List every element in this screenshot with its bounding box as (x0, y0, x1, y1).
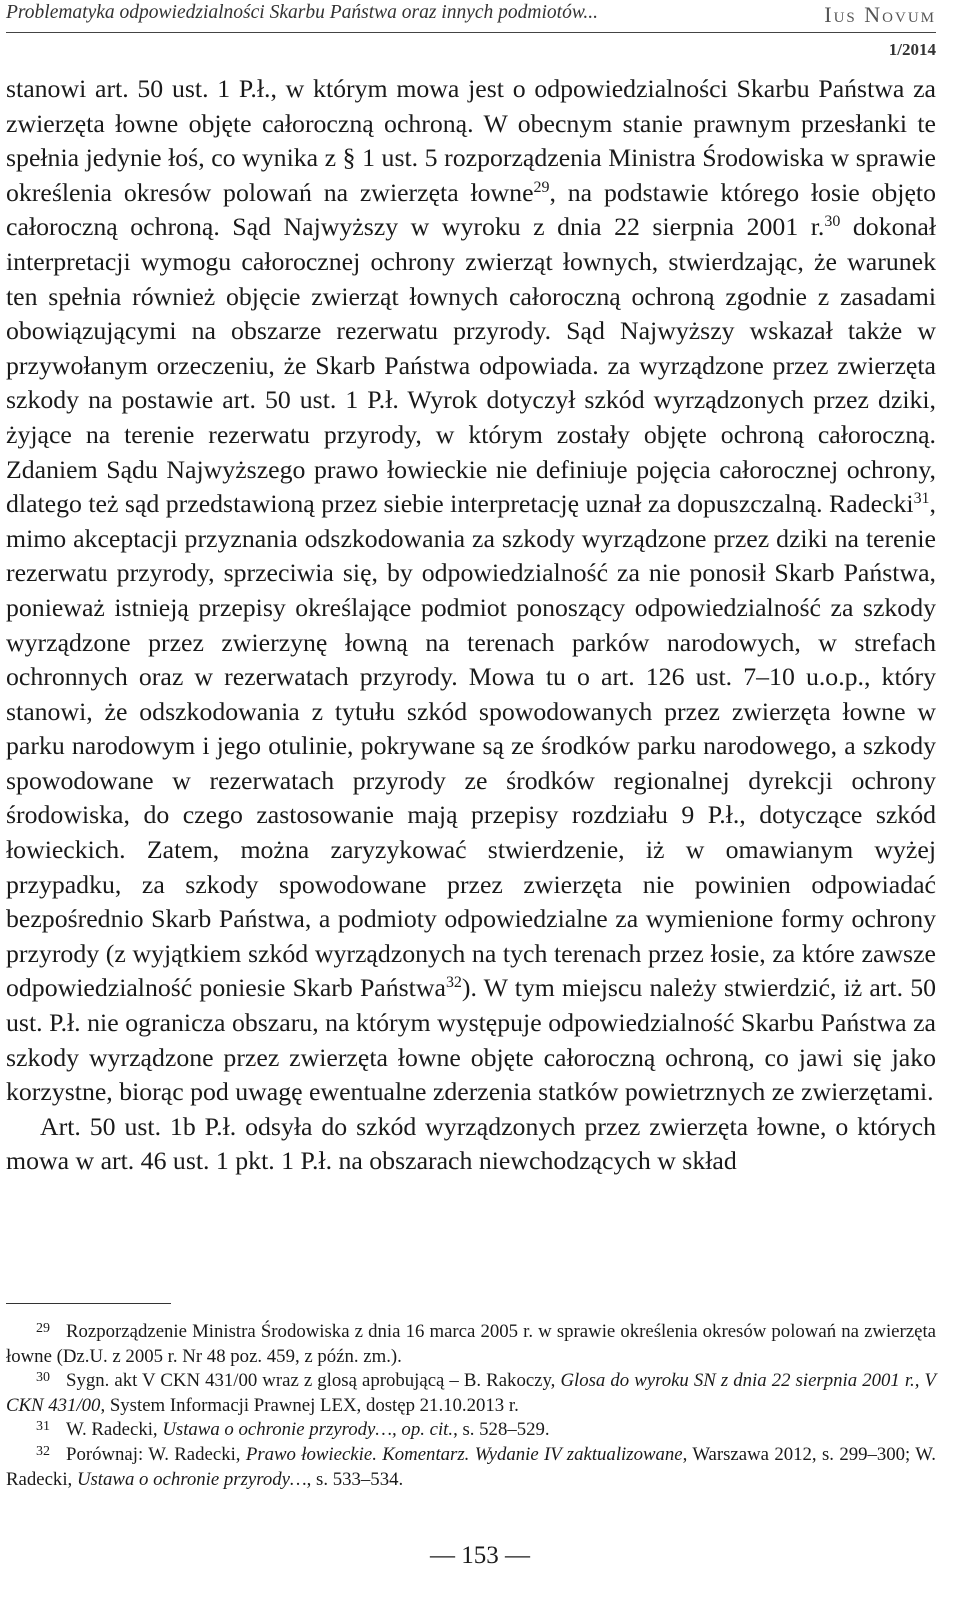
footnote: 31 W. Radecki, Ustawa o ochronie przyrody…, op. cit., s. 528–529. (36, 1419, 550, 1441)
footnote-text: Rozporządzenie Ministra Środowiska z dnia 16 marca 2005 r. w sprawie określenia okresów polowań na zwierzęta łowne (Dz.U. z 2005 r. Nr 48 poz. 459, z późn. zm.). (6, 1321, 936, 1367)
header-rule (6, 32, 936, 33)
paragraph (6, 1110, 936, 1179)
text-run: stanowi art. 50 ust. 1 P.ł., w którym mowa jest o odpowiedzialności Skarbu Państwa za zwierzęta łowne objęte całoroczną ochroną. W obecnym stanie prawnym przesłanki te spełnia jedynie łoś, co wynika z § 1 ust. 5 rozporządzenia Ministra Środowiska w sprawie określenia okresów polowań na zwierzęta łowne (6, 74, 936, 207)
page-number: — 153 — (430, 1542, 530, 1569)
footnote-ref[interactable]: 32 (445, 974, 462, 992)
issue-number: 1/2014 (888, 40, 936, 59)
footnote-ref[interactable]: 29 (533, 178, 550, 196)
text-run: , mimo akceptacji przyznania odszkodowania za szkody wyrządzone przez dziki na terenie rezerwatu przyrody, sprzeciwia się, by odpowiedzialność za nie ponosił Skarb Państwa, ponieważ istnieją przepisy określające podmiot ponoszący odpowiedzialność za szkody wyrządzone przez zwierzynę łowną na terenach parków narodowych, w strefach ochronnych oraz w rezerwatach przyrody. Mowa tu o art. 126 ust. 7–10 u.o.p., który stanowi, że odszkodowania z tytułu szkód spowodowanych przez zwierzęta łowne w parku narodowym i jego otulinie, pokrywane są ze środków parku narodowego, a szkody spowodowane w rezerwatach przyrody ze środków regionalnej dyrekcji ochrony środowiska, do czego zastosowanie mają przepisy rozdziału 9 P.ł., dotyczące szkód łowieckich. Zatem, można zaryzykować stwierdzenie, iż w omawianym wyżej przypadku, za szkody spowodowane przez zwierzęta nie powinien odpowiadać bezpośrednio Skarb Państwa, a podmioty odpowiedzialne za wymienione formy ochrony przyrody (z wyjątkiem szkód wyrządzonych na tych terenach przez łosie, za które zawsze odpowiedzialność poniesie Skarb Państwa (6, 489, 936, 1003)
footnote-text: Porównaj: W. Radecki, (66, 1443, 246, 1465)
text-run: , na podstawie którego łosie objęto całoroczną ochroną. Sąd Najwyższy w wyroku z dnia 22 sierpnia 2001 r. (6, 177, 936, 242)
paragraph (6, 72, 936, 1110)
running-header (6, 2, 936, 28)
footnote: 29 Rozporządzenie Ministra Środowiska z dnia 16 marca 2005 r. w sprawie określenia okresów polowań na zwierzęta łowne (Dz.U. z 2005 r. Nr 48 poz. 459, z późn. zm.). (6, 1321, 936, 1367)
footnote-ref[interactable]: 30 (824, 213, 841, 231)
main-text (6, 72, 936, 1179)
footnotes (6, 1320, 936, 1492)
footnote-text: , s. 528–529. (453, 1419, 550, 1441)
footnote-title: Ustawa o ochronie przyrody… (76, 1468, 307, 1490)
journal-name: Ius Novum (824, 2, 936, 27)
footnote-text: , System Informacji Prawnej LEX, dostęp 21.10.2013 r. (100, 1394, 519, 1416)
text-run: Art. 50 ust. 1b P.ł. odsyła do szkód wyrządzonych przez zwierzęta łowne, o których mowa w art. 46 ust. 1 pkt. 1 P.ł. na obszarach niewchodzących w skład (6, 1111, 936, 1176)
footnote-text: W. Radecki, (66, 1419, 163, 1441)
footnote-title: Glosa do wyroku SN z dnia 22 sierpnia 2001 r., V CKN 431/00 (6, 1370, 936, 1416)
footnote-rule (6, 1303, 171, 1304)
footnote-title: Prawo łowieckie. Komentarz. Wydanie IV zaktualizowane (245, 1443, 683, 1465)
running-title: Problematyka odpowiedzialności Skarbu Państwa oraz innych podmiotów... (6, 2, 598, 23)
footnote-text: Sygn. akt V CKN 431/00 wraz z glosą aprobującą – B. Rakoczy, (66, 1370, 561, 1392)
footnote-title: Ustawa o ochronie przyrody…, op. cit. (162, 1419, 454, 1441)
footnote: 32 Porównaj: W. Radecki, Prawo łowieckie. Komentarz. Wydanie IV zaktualizowane, Warszawa 2012, s. 299–300; W. Radecki, Ustawa o ochronie przyrody…, s. 533–534. (6, 1443, 936, 1490)
footnote-text: , s. 533–534. (306, 1468, 404, 1490)
footnote: 30 Sygn. akt V CKN 431/00 wraz z glosą aprobującą – B. Rakoczy, Glosa do wyroku SN z dnia 22 sierpnia 2001 r., V CKN 431/00, System Informacji Prawnej LEX, dostęp 21.10.2013 r. (6, 1370, 936, 1416)
text-run: dokonał interpretacji wymogu całorocznej ochrony zwierząt łownych, stwierdzając, że warunek ten spełnia również objęcie zwierząt łownych całoroczną ochroną zgodnie z zasadami obowiązującymi na obszarze rezerwatu przyrody. Sąd Najwyższy wskazał także w przywołanym orzeczeniu, że Skarb Państwa odpowiada. za wyrządzone przez zwierzęta szkody na postawie art. 50 ust. 1 P.ł. Wyrok dotyczył szkód wyrządzonych przez dziki, żyjące na terenie rezerwatu przyrody, w którym zostały objęte ochroną całoroczną. Zdaniem Sądu Najwyższego prawo łowieckie nie definiuje pojęcia całorocznej ochrony, dlatego też sąd przedstawioną przez siebie interpretację uznał za dopuszczalną. Radecki (6, 212, 936, 519)
footnote-text: , Warszawa 2012, s. 299–300; W. Radecki, (6, 1443, 936, 1490)
footnote-ref[interactable]: 31 (913, 490, 930, 508)
text-run: ). W tym miejscu należy stwierdzić, iż art. 50 ust. P.ł. nie ogranicza obszaru, na którym występuje odpowiedzialność Skarbu Państwa za szkody wyrządzone przez zwierzęta łowne objęte całoroczną ochroną, co jawi się jako korzystne, biorąc pod uwagę ewentualne zderzenia statków powietrznych ze zwierzętami. (6, 973, 937, 1107)
